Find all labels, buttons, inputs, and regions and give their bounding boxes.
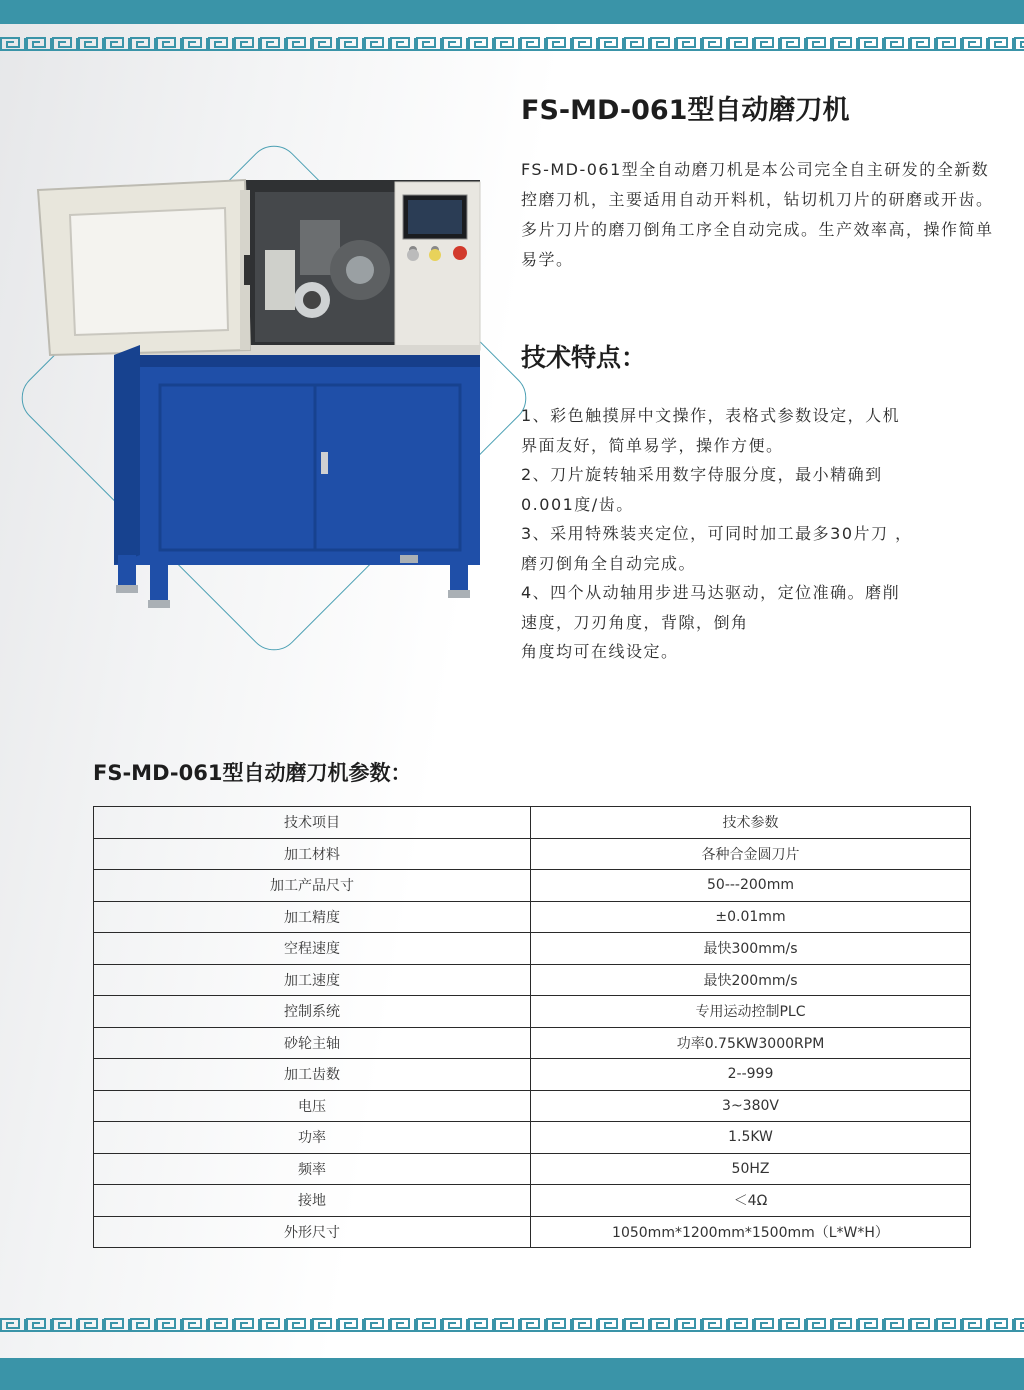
param-value: 最快300mm/s xyxy=(531,933,971,965)
machine-photo xyxy=(30,160,490,630)
param-value: ±0.01mm xyxy=(531,901,971,933)
product-title: FS-MD-061型自动磨刀机 xyxy=(521,95,850,126)
param-name: 加工齿数 xyxy=(94,1059,531,1091)
param-name: 频率 xyxy=(94,1153,531,1185)
table-row xyxy=(94,1027,971,1059)
table-row xyxy=(94,1059,971,1091)
table-row xyxy=(94,1153,971,1185)
param-name: 砂轮主轴 xyxy=(94,1027,531,1059)
param-name: 加工材料 xyxy=(94,838,531,870)
param-value: 最快200mm/s xyxy=(531,964,971,996)
params-heading: FS-MD-061型自动磨刀机参数： xyxy=(93,761,412,785)
table-row xyxy=(94,1185,971,1217)
table-row xyxy=(94,1122,971,1154)
param-value: 专用运动控制PLC xyxy=(531,996,971,1028)
param-name: 加工精度 xyxy=(94,901,531,933)
param-value: 1050mm*1200mm*1500mm（L*W*H） xyxy=(531,1216,971,1248)
feature-line: 4、四个从动轴用步进马达驱动，定位准确。磨削 xyxy=(521,583,901,602)
header-cell-value: 技术参数 xyxy=(531,807,971,839)
features-heading: 技术特点： xyxy=(521,343,647,372)
feature-line: 界面友好，简单易学，操作方便。 xyxy=(521,435,784,455)
param-value: 3~380V xyxy=(531,1090,971,1122)
top-color-band xyxy=(0,0,1024,24)
param-value: 1.5KW xyxy=(531,1122,971,1154)
param-name: 控制系统 xyxy=(94,996,531,1028)
param-value: ＜4Ω xyxy=(531,1185,971,1217)
features-list xyxy=(521,401,996,667)
param-name: 加工产品尺寸 xyxy=(94,870,531,902)
param-value: 各种合金圆刀片 xyxy=(531,838,971,870)
feature-line: 3、采用特殊装夹定位，可同时加工最多30片刀 ， xyxy=(521,524,913,543)
param-name: 加工速度 xyxy=(94,964,531,996)
table-row xyxy=(94,870,971,902)
param-name: 接地 xyxy=(94,1185,531,1217)
param-value: 50---200mm xyxy=(531,870,971,902)
greek-key-border-bottom xyxy=(0,1318,1024,1332)
param-name: 电压 xyxy=(94,1090,531,1122)
product-intro: FS-MD-061型全自动磨刀机是本公司完全自主研发的全新数控磨刀机，主要适用自动开料机，钻切机刀片的研磨或开齿。多片刀片的磨刀倒角工序全自动完成。生产效率高，操作简单易学。 xyxy=(521,160,994,269)
param-name: 外形尺寸 xyxy=(94,1216,531,1248)
table-row xyxy=(94,996,971,1028)
param-value: 50HZ xyxy=(531,1153,971,1185)
header-cell-item: 技术项目 xyxy=(94,807,531,839)
table-row xyxy=(94,1216,971,1248)
feature-line: 1、彩色触摸屏中文操作，表格式参数设定，人机 xyxy=(521,406,901,425)
param-name: 空程速度 xyxy=(94,933,531,965)
feature-line: 速度，刀刃角度，背隙，倒角 xyxy=(521,612,749,632)
table-row xyxy=(94,964,971,996)
table-row xyxy=(94,901,971,933)
param-name: 功率 xyxy=(94,1122,531,1154)
params-table xyxy=(93,806,971,1248)
greek-key-border-top xyxy=(0,37,1024,51)
table-row xyxy=(94,838,971,870)
feature-line: 角度均可在线设定。 xyxy=(521,642,679,661)
table-row xyxy=(94,933,971,965)
bottom-color-band xyxy=(0,1358,1024,1390)
feature-line: 0.001度/齿。 xyxy=(521,494,634,514)
param-value: 功率0.75KW3000RPM xyxy=(531,1027,971,1059)
feature-line: 2、刀片旋转轴采用数字侍服分度，最小精确到 xyxy=(521,465,883,484)
param-value: 2--999 xyxy=(531,1059,971,1091)
table-header-row xyxy=(94,807,971,839)
feature-line: 磨刃倒角全自动完成。 xyxy=(521,553,697,573)
table-row xyxy=(94,1090,971,1122)
